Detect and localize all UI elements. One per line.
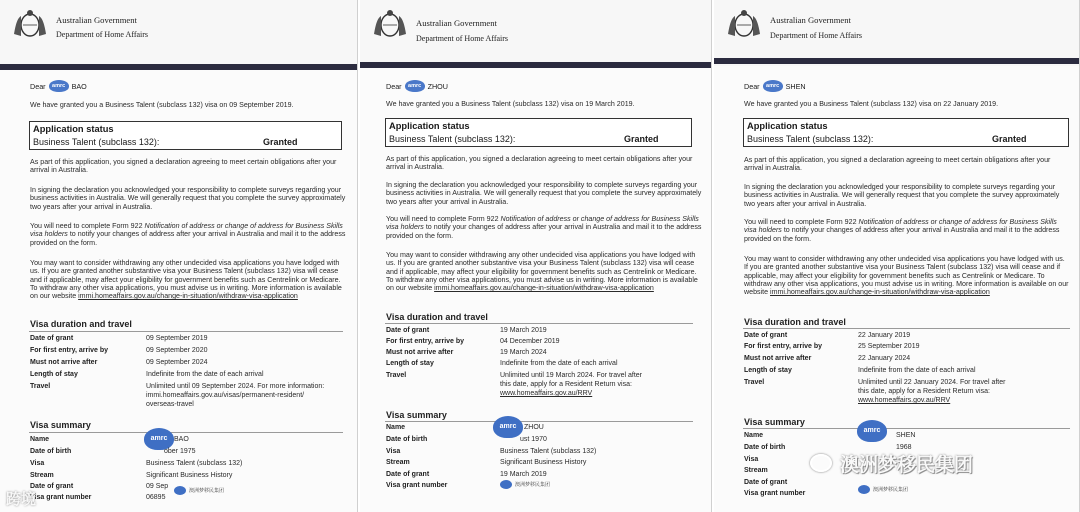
paragraph-form-922 — [386, 215, 702, 240]
department-name: Department of Home Affairs — [416, 34, 509, 43]
status-label: Business Talent (subclass 132): — [389, 134, 516, 144]
date-of-grant-label: Date of grant — [386, 327, 430, 334]
paragraph-surveys: In signing the declaration you acknowledged your responsibility to complete surveys regarding your business activities in Australia. We will generally request that you complete the survey approximately two years after your arrival in Australia. — [744, 183, 1060, 208]
dob-label: Date of birth — [386, 436, 428, 443]
government-name: Australian Government — [56, 15, 137, 25]
first-entry-label: For first entry, arrive by — [386, 338, 465, 345]
stream-value: Significant Business History — [500, 459, 587, 466]
travel-label: Travel — [744, 379, 765, 386]
recipient-name: BAO — [71, 81, 87, 91]
dear-label: Dear — [744, 81, 760, 91]
summary-date-of-grant-label: Date of grant — [30, 483, 74, 490]
dear-label: Dear — [30, 81, 46, 91]
recipient-name: ZHOU — [427, 81, 448, 91]
name-value: ZHOU — [524, 424, 544, 431]
withdraw-link[interactable]: immi.homeaffairs.gov.au/change-in-situation/withdraw-visa-application — [770, 288, 990, 297]
summary-date-of-grant-value: 19 March 2019 — [500, 471, 547, 478]
header-rule — [714, 58, 1079, 64]
travel-value-line2: this date, apply for a Resident Return visa: — [858, 388, 990, 395]
length-of-stay-value: Indefinite from the date of each arrival — [146, 371, 264, 378]
stamp-text: 澳洲梦移民集团 — [189, 488, 225, 494]
first-entry-value: 09 September 2020 — [146, 347, 208, 354]
name-label: Name — [744, 432, 764, 439]
dob-label: Date of birth — [744, 444, 786, 451]
name-label: Name — [386, 424, 406, 431]
salutation — [30, 80, 87, 92]
amrc-logo: amrc — [493, 416, 523, 438]
coat-of-arms-icon — [10, 8, 50, 42]
stream-label: Stream — [30, 472, 54, 479]
must-not-arrive-value: 09 September 2024 — [146, 359, 208, 366]
stream-value: Significant Business History — [146, 472, 233, 479]
summary-date-of-grant-value: 09 Sep — [146, 483, 169, 490]
application-status-title: Application status — [33, 124, 114, 134]
paragraph-obligations: As part of this application, you signed a declaration agreeing to meet certain obligations after your arrival in Australia. — [386, 155, 693, 172]
name-value: BAO — [174, 436, 189, 443]
form-922-title: Notification of address or change of address for Business Skills visa holders — [30, 222, 343, 239]
withdraw-link[interactable]: immi.homeaffairs.gov.au/change-in-situation/withdraw-visa-application — [434, 284, 654, 293]
watermark-right: 澳洲梦移民集团 — [840, 455, 974, 476]
visa-grant-number-label: Visa grant number — [386, 482, 448, 489]
summary-date-of-grant-label: Date of grant — [744, 479, 788, 486]
letter-header — [0, 0, 357, 66]
visa-summary-title: Visa summary — [744, 417, 805, 427]
department-name: Department of Home Affairs — [56, 30, 149, 39]
paragraph-surveys: In signing the declaration you acknowledged your responsibility to complete surveys regarding your business activities in Australia. We will generally request that you complete the survey approximately two years after your arrival in Australia. — [386, 181, 702, 206]
travel-label: Travel — [30, 383, 51, 390]
header-rule — [0, 64, 357, 70]
status-value: Granted — [263, 137, 298, 147]
amrc-logo: amrc — [49, 80, 69, 92]
must-not-arrive-label: Must not arrive after — [30, 359, 98, 366]
application-status-box — [29, 121, 342, 150]
stream-label: Stream — [744, 467, 768, 474]
salutation — [386, 80, 448, 92]
dob-value: ober 1975 — [164, 448, 196, 455]
stream-label: Stream — [386, 459, 410, 466]
summary-date-of-grant-label: Date of grant — [386, 471, 430, 478]
paragraph-obligations: As part of this application, you signed a declaration agreeing to meet certain obligations after your arrival in Australia. — [30, 158, 337, 175]
amrc-logo: amrc — [857, 420, 887, 442]
must-not-arrive-label: Must not arrive after — [744, 355, 812, 362]
application-status-title: Application status — [747, 121, 828, 131]
amrc-logo: amrc — [405, 80, 425, 92]
granted-line: We have granted you a Business Talent (subclass 132) visa on 22 January 2019. — [744, 100, 999, 108]
application-status-box — [385, 118, 692, 147]
section-divider — [743, 328, 1070, 329]
wechat-icon — [810, 454, 832, 472]
visa-grant-number-value: 06895 — [146, 494, 166, 501]
section-divider — [29, 331, 343, 332]
section-divider — [385, 421, 693, 422]
travel-label: Travel — [386, 372, 407, 379]
rrv-link[interactable]: www.homeaffairs.gov.au/RRV — [500, 390, 593, 397]
length-of-stay-label: Length of stay — [386, 360, 434, 367]
agency-logo-icon — [858, 485, 870, 494]
date-of-grant-value: 22 January 2019 — [858, 332, 911, 339]
first-entry-value: 25 September 2019 — [858, 343, 920, 350]
visa-duration-title: Visa duration and travel — [744, 317, 846, 327]
travel-value-line1: Unlimited until 19 March 2024. For travel after — [500, 372, 643, 379]
coat-of-arms-icon — [370, 8, 410, 42]
length-of-stay-value: Indefinite from the date of each arrival — [500, 360, 618, 367]
first-entry-label: For first entry, arrive by — [30, 347, 109, 354]
recipient-name: SHEN — [785, 81, 806, 91]
length-of-stay-label: Length of stay — [30, 371, 78, 378]
date-of-grant-label: Date of grant — [744, 332, 788, 339]
granted-line: We have granted you a Business Talent (subclass 132) visa on 09 September 2019. — [30, 101, 294, 109]
form-922-title: Notification of address or change of address for Business Skills visa holders — [386, 215, 699, 232]
department-name: Department of Home Affairs — [770, 31, 863, 40]
form-922-text-end: to notify your changes of address after your arrival in Australia and mail it to the address provided on the form. — [744, 226, 1060, 243]
form-922-title: Notification of address or change of address for Business Skills visa holders — [744, 218, 1057, 235]
status-value: Granted — [992, 134, 1027, 144]
dob-value: ust 1970 — [520, 436, 547, 443]
visa-value: Business Talent (subclass 132) — [500, 448, 597, 455]
travel-value-line3: overseas-travel — [146, 401, 194, 408]
amrc-logo: amrc — [144, 428, 174, 450]
paragraph-withdraw — [30, 259, 348, 300]
travel-value-line2: immi.homeaffairs.gov.au/visas/permanent-resident/ — [146, 392, 305, 399]
visa-label: Visa — [30, 460, 45, 467]
paragraph-withdraw — [744, 255, 1070, 296]
status-label: Business Talent (subclass 132): — [33, 137, 160, 147]
paragraph-form-922 — [30, 222, 348, 247]
letter-header — [714, 0, 1079, 66]
section-divider — [385, 323, 693, 324]
visa-label: Visa — [386, 448, 401, 455]
withdraw-text: You may want to consider withdrawing any other undecided visa applications you have lodged with us. If you are granted another substantive visa your Business Talent (subclass 132) visa will cease and if applicable, may affect your eligibility for government benefits such as Centrelink or Medicare. To withdraw any other visa applications, you must advise us in writing. More information is available on our website — [744, 255, 1069, 297]
form-922-text-end: to notify your changes of address after your arrival in Australia and mail it to the address provided on the form. — [30, 230, 346, 247]
date-of-grant-value: 09 September 2019 — [146, 335, 208, 342]
government-name: Australian Government — [416, 18, 497, 28]
paragraph-surveys: In signing the declaration you acknowledged your responsibility to complete surveys regarding your business activities in Australia. We will generally request that you complete the survey approximately two years after your arrival in Australia. — [30, 186, 346, 211]
travel-value-line2: this date, apply for a Resident Return visa: — [500, 381, 632, 388]
agency-stamp — [174, 486, 224, 495]
length-of-stay-value: Indefinite from the date of each arrival — [858, 367, 976, 374]
form-922-text: You will need to complete Form 922 — [744, 218, 859, 226]
stamp-text: 澳洲梦移民集团 — [515, 482, 551, 488]
first-entry-value: 04 December 2019 — [500, 338, 560, 345]
visa-duration-title: Visa duration and travel — [386, 312, 488, 322]
visa-letter-zhou — [360, 0, 712, 512]
paragraph-obligations: As part of this application, you signed a declaration agreeing to meet certain obligations after your arrival in Australia. — [744, 156, 1051, 173]
status-label: Business Talent (subclass 132): — [747, 134, 874, 144]
dear-label: Dear — [386, 81, 402, 91]
must-not-arrive-value: 19 March 2024 — [500, 349, 547, 356]
visa-grant-number-label: Visa grant number — [744, 490, 806, 497]
visa-value: Business Talent (subclass 132) — [146, 460, 243, 467]
form-922-text-end: to notify your changes of address after your arrival in Australia and mail it to the address provided on the form. — [386, 223, 702, 240]
agency-logo-icon — [500, 480, 512, 489]
status-value: Granted — [624, 134, 659, 144]
name-value: SHEN — [896, 432, 916, 439]
amrc-logo: amrc — [763, 80, 783, 92]
granted-line: We have granted you a Business Talent (subclass 132) visa on 19 March 2019. — [386, 100, 635, 108]
date-of-grant-label: Date of grant — [30, 335, 74, 342]
withdraw-text: You may want to consider withdrawing any other undecided visa applications you have lodged with us. If you are granted another substantive visa your Business Talent (subclass 132) visa will cease and if applicable, may affect your eligibility for government benefits such as Centrelink or Medicare. To withdraw any other visa applications, you must advise us in writing. More information is available on our website — [30, 259, 342, 301]
withdraw-text: You may want to consider withdrawing any other undecided visa applications you have lodged with us. If you are granted another substantive visa your Business Talent (subclass 132) visa will cease and if applicable, may affect your eligibility for government benefits such as Centrelink or Medicare. To withdraw any other visa applications, you must advise us in writing. More information is available on our website — [386, 251, 698, 293]
letter-header — [360, 0, 711, 66]
form-922-text: You will need to complete Form 922 — [30, 222, 145, 230]
visa-letter-bao — [0, 0, 358, 512]
paragraph-withdraw — [386, 251, 702, 292]
visa-letter-shen — [714, 0, 1080, 512]
name-label: Name — [30, 436, 50, 443]
stamp-text: 澳洲梦移民集团 — [873, 487, 909, 493]
travel-value-line1: Unlimited until 22 January 2024. For travel after — [858, 379, 1006, 386]
visa-grant-number-label: Visa grant number — [30, 494, 92, 501]
agency-stamp — [500, 480, 550, 489]
section-divider — [29, 432, 343, 433]
coat-of-arms-icon — [724, 8, 764, 42]
dob-value: 1968 — [896, 444, 912, 451]
rrv-link[interactable]: www.homeaffairs.gov.au/RRV — [858, 397, 951, 404]
form-922-text: You will need to complete Form 922 — [386, 215, 501, 223]
withdraw-link[interactable]: immi.homeaffairs.gov.au/change-in-situation/withdraw-visa-application — [78, 292, 298, 301]
travel-value-line1: Unlimited until 09 September 2024. For more information: — [146, 383, 325, 390]
length-of-stay-label: Length of stay — [744, 367, 792, 374]
visa-label: Visa — [744, 456, 759, 463]
salutation — [744, 80, 806, 92]
must-not-arrive-label: Must not arrive after — [386, 349, 454, 356]
watermark-left: 跨境 — [6, 491, 37, 508]
dob-label: Date of birth — [30, 448, 72, 455]
first-entry-label: For first entry, arrive by — [744, 343, 823, 350]
visa-duration-title: Visa duration and travel — [30, 319, 132, 329]
header-rule — [360, 62, 711, 68]
application-status-title: Application status — [389, 121, 470, 131]
agency-logo-icon — [174, 486, 186, 495]
application-status-box — [743, 118, 1069, 147]
date-of-grant-value: 19 March 2019 — [500, 327, 547, 334]
government-name: Australian Government — [770, 15, 851, 25]
visa-summary-title: Visa summary — [386, 410, 447, 420]
agency-stamp — [858, 485, 908, 494]
visa-summary-title: Visa summary — [30, 420, 91, 430]
section-divider — [743, 428, 1070, 429]
must-not-arrive-value: 22 January 2024 — [858, 355, 911, 362]
paragraph-form-922 — [744, 218, 1070, 243]
